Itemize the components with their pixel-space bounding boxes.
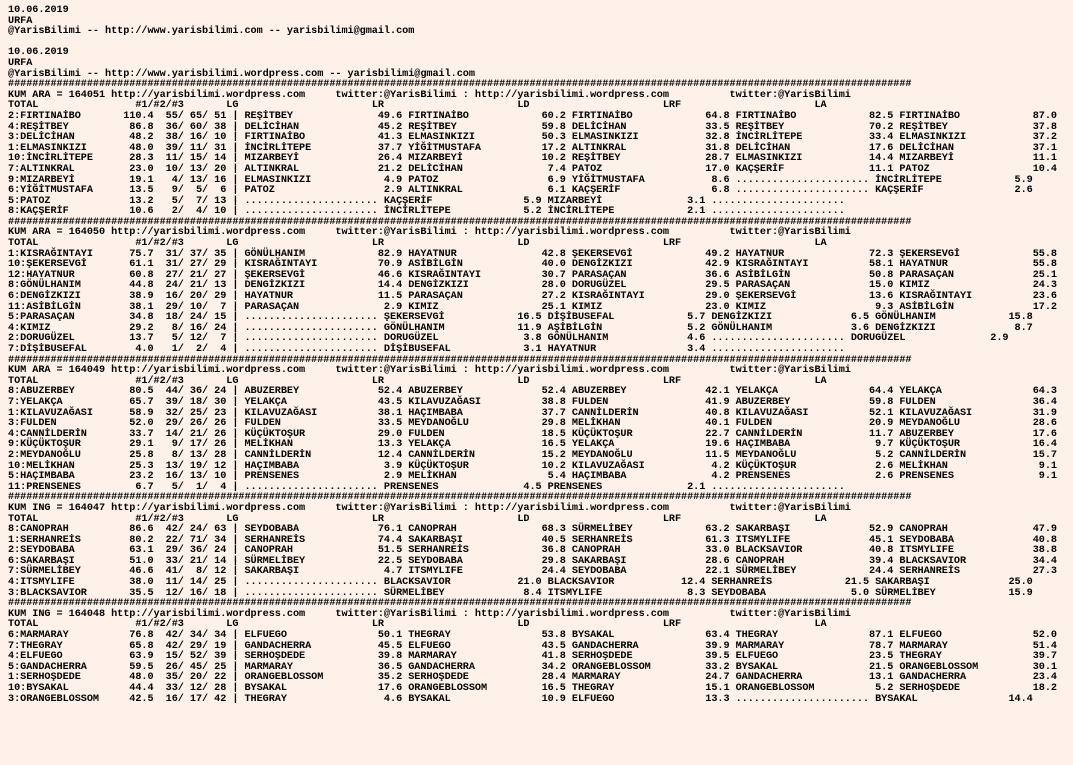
total-label: TOTAL bbox=[8, 100, 39, 112]
table-row: 1:SERHOŞDEDE 48.0 35/ 20/ 22 | ORANGEBLOSSOM 35.2 SERHOŞDEDE 28.4 MARMARAY 24.7 GANDACHERRA 13.1 GANDACHERRA 23.4 bbox=[8, 672, 1057, 684]
table-row: 4:REŞİTBEY 86.8 36/ 60/ 38 | DELİCİHAN 45.2 REŞİTBEY 59.8 DELİCİHAN 33.5 REŞİTBEY 70.2 REŞİTBEY 37.8 bbox=[8, 121, 1057, 133]
table-row: 4:ELFUEGO 63.9 15/ 52/ 39 | SERHOŞDEDE 39.8 MARMARAY 41.8 SERHOŞDEDE 39.5 ELFUEGO 23.5 THEGRAY 39.7 bbox=[8, 651, 1057, 663]
table-row: 2:DORUGÜZEL 13.7 5/ 12/ 7 | ...................... DORUGÜZEL 3.8 GÖNÜLHANIM 4.6 ...................... DORUGÜZEL 2.9 bbox=[8, 333, 1009, 345]
table-row: 3:BLACKSAVIOR 35.5 12/ 16/ 18 | ...................... SÜRMELİBEY 8.4 ITSMYLIFE 8.3 SEYDOBABA 5.0 SÜRMELİBEY 15.9 bbox=[8, 587, 1033, 599]
column-header: #1/#2/#3 LG LR LD LRF LA bbox=[38, 375, 827, 387]
table-row: 8:ABUZERBEY 80.5 44/ 36/ 24 | ABUZERBEY 52.4 ABUZERBEY 52.4 ABUZERBEY 42.1 YELAKÇA 64.4 YELAKÇA 64.3 bbox=[8, 386, 1057, 398]
total-label: TOTAL bbox=[8, 513, 39, 525]
block-separator: ##################################################################################################################################################### bbox=[8, 598, 912, 610]
table-row: 3:FULDEN 52.0 29/ 26/ 26 | FULDEN 33.5 MEYDANOĞLU 29.8 MELİKHAN 40.1 FULDEN 20.9 MEYDANOĞLU 28.6 bbox=[8, 418, 1057, 430]
column-header: #1/#2/#3 LG LR LD LRF LA bbox=[38, 619, 827, 631]
block-separator: ##################################################################################################################################################### bbox=[8, 79, 912, 91]
race-block-title: KUM ING = 164047 http://yarisbilimi.wordpress.com twitter:@YarisBilimi : http://yarisbilimi.wordpress.com twitter:@YarisBilimi bbox=[8, 502, 851, 514]
table-row: 2:SEYDOBABA 63.1 29/ 36/ 24 | CANOPRAH 51.5 SERHANREİS 36.8 CANOPRAH 33.0 BLACKSAVIOR 40.8 ITSMYLIFE 38.8 bbox=[8, 545, 1057, 557]
header-contact-2: @YarisBilimi -- http://www.yarisbilimi.wordpress.com -- yarisbilimi@gmail.com bbox=[8, 68, 475, 80]
table-row: 6:SAKARBAŞI 51.0 33/ 21/ 14 | SÜRMELİBEY 22.5 SEYDOBABA 29.8 SAKARBAŞI 28.6 CANOPRAH 39.4 BLACKSAVIOR 34.4 bbox=[8, 555, 1057, 567]
race-block-title: KUM ARA = 164049 http://yarisbilimi.wordpress.com twitter:@YarisBilimi : http://yarisbilimi.wordpress.com twitter:@YarisBilimi bbox=[8, 365, 851, 377]
total-label: TOTAL bbox=[8, 238, 39, 250]
table-row: 7:THEGRAY 65.8 42/ 29/ 19 | GANDACHERRA 45.5 ELFUEGO 43.5 GANDACHERRA 39.9 MARMARAY 78.7 MARMARAY 51.4 bbox=[8, 640, 1057, 652]
column-header: #1/#2/#3 LG LR LD LRF LA bbox=[38, 100, 827, 112]
table-row: 8:GÖNÜLHANIM 44.8 24/ 21/ 13 | DENGİZKIZI 14.4 DENGİZKIZI 28.0 DORUGÜZEL 29.5 PARASAÇAN 15.0 KIMIZ 24.3 bbox=[8, 280, 1057, 292]
table-row: 7:SÜRMELİBEY 46.6 41/ 8/ 12 | SAKARBAŞI 4.7 ITSMYLIFE 24.4 SEYDOBABA 22.1 SÜRMELİBEY 24.4 SERHANREİS 27.3 bbox=[8, 566, 1057, 578]
table-row: 10:ŞEKERSEVGİ 61.1 31/ 27/ 29 | KISRAĞINTAYI 70.9 ASİBİLGİN 40.0 DENGİZKIZI 42.9 KISRAĞINTAYI 58.1 HAYATNUR 55.8 bbox=[8, 259, 1057, 271]
table-row: 1:KILAVUZAĞASI 58.9 32/ 25/ 23 | KILAVUZAĞASI 38.1 HAÇIMBABA 37.7 CANNİLDERİN 40.8 KILAVUZAĞASI 52.1 KILAVUZAĞASI 31.9 bbox=[8, 407, 1057, 419]
table-row: 5:PATOZ 13.2 5/ 7/ 13 | ...................... KAÇŞERİF 5.9 MIZARBEYİ 3.1 ...................... bbox=[8, 195, 845, 207]
race-block-title: KUM ING = 164048 http://yarisbilimi.wordpress.com twitter:@YarisBilimi : http://yarisbilimi.wordpress.com twitter:@YarisBilimi bbox=[8, 608, 851, 620]
table-row: 3:ORANGEBLOSSOM 42.5 16/ 17/ 42 | THEGRAY 4.6 BYSAKAL 10.9 ELFUEGO 13.3 ...................... BYSAKAL 14.4 bbox=[8, 693, 1033, 705]
race-block-title: KUM ARA = 164051 http://yarisbilimi.wordpress.com twitter:@YarisBilimi : http://yarisbilimi.wordpress.com twitter:@YarisBilimi bbox=[8, 89, 851, 101]
table-row: 9:KÜÇÜKTOŞUR 29.1 9/ 17/ 26 | MELİKHAN 13.3 YELAKÇA 16.5 YELAKÇA 19.6 HAÇIMBABA 9.7 KÜÇÜKTOŞUR 16.4 bbox=[8, 439, 1057, 451]
table-row: 11:PRENSENES 6.7 5/ 1/ 4 | ...................... PRENSENES 4.5 PRENSENES 2.1 ...................... bbox=[8, 481, 845, 493]
header-date-2: 10.06.2019 bbox=[8, 47, 69, 59]
table-row: 8:KAÇŞERİF 10.6 2/ 4/ 10 | ...................... İNCİRLİTEPE 5.2 İNCİRLİTEPE 2.1 ...................... bbox=[8, 206, 845, 218]
table-row: 9:MIZARBEYİ 19.1 4/ 13/ 16 | ELMASINKIZI 4.9 PATOZ 6.9 YİĞİTMUSTAFA 8.6 ...................... İNCİRLİTEPE 5.9 bbox=[8, 174, 1033, 186]
table-row: 4:ITSMYLIFE 38.0 11/ 14/ 25 | ...................... BLACKSAVIOR 21.0 BLACKSAVIOR 12.4 SERHANREİS 21.5 SAKARBAŞI 25.0 bbox=[8, 577, 1033, 589]
total-label: TOTAL bbox=[8, 375, 39, 387]
table-row: 10:MELİKHAN 25.3 13/ 19/ 12 | HAÇIMBABA 3.9 KÜÇÜKTOŞUR 10.2 KILAVUZAĞASI 4.2 KÜÇÜKTOŞUR 2.6 MELİKHAN 9.1 bbox=[8, 460, 1057, 472]
table-row: 6:MARMARAY 76.8 42/ 34/ 34 | ELFUEGO 50.1 THEGRAY 53.8 BYSAKAL 63.4 THEGRAY 87.1 ELFUEGO 52.0 bbox=[8, 630, 1057, 642]
header-city-2: URFA bbox=[8, 57, 33, 69]
table-row: 4:KIMIZ 29.2 8/ 16/ 24 | ...................... GÖNÜLHANIM 11.9 AŞİBİLGİN 5.2 GÖNÜLHANIM 3.6 DENGİZKIZI 8.7 bbox=[8, 322, 1033, 334]
table-row: 6:DENGİZKIZI 38.9 16/ 20/ 29 | HAYATNUR 11.5 PARASAÇAN 27.2 KISRAĞINTAYI 29.0 ŞEKERSEVGİ 13.6 KISRAĞINTAYI 23.6 bbox=[8, 291, 1057, 303]
table-row: 8:CANOPRAH 86.6 42/ 24/ 63 | SEYDOBABA 76.1 CANOPRAH 68.3 SÜRMELİBEY 63.2 SAKARBAŞI 52.9 CANOPRAH 47.9 bbox=[8, 524, 1057, 536]
table-row: 7:DİŞİBUSEFAL 4.0 1/ 2/ 4 | ...................... DİŞİBUSEFAL 3.1 HAYATNUR 3.4 ...................... bbox=[8, 344, 845, 355]
table-row: 10:İNCİRLİTEPE 28.3 11/ 15/ 14 | MIZARBEYİ 26.4 MIZARBEYİ 10.2 REŞİTBEY 28.7 ELMASINKIZI 14.4 MIZARBEYİ 11.1 bbox=[8, 153, 1057, 165]
block-separator: ##################################################################################################################################################### bbox=[8, 354, 912, 366]
total-label: TOTAL bbox=[8, 619, 39, 631]
table-row: 10:BYSAKAL 44.4 33/ 12/ 28 | BYSAKAL 17.6 ORANGEBLOSSOM 16.5 THEGRAY 15.1 ORANGEBLOSSOM 5.2 SERHOŞDEDE 18.2 bbox=[8, 683, 1057, 694]
block-separator: ##################################################################################################################################################### bbox=[8, 216, 912, 228]
table-row: 1:KISRAĞINTAYI 75.7 31/ 37/ 35 | GÖNÜLHANIM 82.9 HAYATNUR 42.8 ŞEKERSEVGİ 49.2 HAYATNUR 72.3 ŞEKERSEVGİ 55.8 bbox=[8, 248, 1057, 260]
table-row: 7:YELAKÇA 65.7 39/ 18/ 30 | YELAKÇA 43.5 KILAVUZAĞASI 38.8 FULDEN 41.9 ABUZERBEY 59.8 FULDEN 36.4 bbox=[8, 396, 1057, 408]
table-row: 3:DELİCİHAN 48.2 38/ 16/ 10 | FIRTINAİBO 41.3 ELMASINKIZI 50.3 ELMASINKIZI 32.8 İNCİRLİTEPE 33.4 ELMASINKIZI 37.2 bbox=[8, 132, 1057, 144]
table-row: 5:HAÇIMBABA 23.2 16/ 13/ 10 | PRENSENES 2.9 MELİKHAN 5.4 HAÇIMBABA 4.2 PRENSENES 2.6 PRENSENES 9.1 bbox=[8, 471, 1057, 483]
table-row: 11:ASİBİLGİN 38.1 29/ 10/ 7 | PARASAÇAN 2.9 KIMIZ 25.1 KIMIZ 23.0 KIMIZ 9.3 ASİBİLGİN 17.2 bbox=[8, 301, 1057, 313]
table-row: 6:YİĞİTMUSTAFA 13.5 9/ 5/ 6 | PATOZ 2.9 ALTINKRAL 6.1 KAÇŞERİF 6.8 ...................... KAÇŞERİF 2.6 bbox=[8, 185, 1033, 197]
table-row: 1:SERHANREİS 80.2 22/ 71/ 34 | SERHANREİS 74.4 SAKARBAŞI 40.5 SERHANREİS 61.3 ITSMYLIFE 45.1 SEYDOBABA 40.8 bbox=[8, 534, 1057, 546]
header-city-1: URFA bbox=[8, 15, 33, 27]
race-block-title: KUM ARA = 164050 http://yarisbilimi.wordpress.com twitter:@YarisBilimi : http://yarisbilimi.wordpress.com twitter:@YarisBilimi bbox=[8, 227, 851, 239]
header-date-1: 10.06.2019 bbox=[8, 5, 69, 16]
table-row: 1:ELMASINKIZI 48.0 39/ 11/ 31 | İNCİRLİTEPE 37.7 YİĞİTMUSTAFA 17.2 ALTINKRAL 31.8 DELİCİHAN 17.6 DELİCİHAN 37.1 bbox=[8, 142, 1057, 154]
block-separator: ##################################################################################################################################################### bbox=[8, 492, 912, 504]
column-header: #1/#2/#3 LG LR LD LRF LA bbox=[38, 513, 827, 525]
table-row: 7:ALTINKRAL 23.0 10/ 13/ 20 | ALTINKRAL 21.2 DELİCİHAN 7.4 PATOZ 17.0 KAÇŞERİF 11.1 PATOZ 10.4 bbox=[8, 163, 1057, 175]
table-row: 5:GANDACHERRA 59.5 26/ 45/ 25 | MARMARAY 36.5 GANDACHERRA 34.2 ORANGEBLOSSOM 33.2 BYSAKAL 21.5 ORANGEBLOSSOM 30.1 bbox=[8, 661, 1057, 673]
table-row: 2:FIRTINAİBO 110.4 55/ 65/ 51 | REŞİTBEY 49.6 FIRTINAİBO 60.2 FIRTINAİBO 64.8 FIRTINAİBO 82.5 FIRTINAİBO 87.0 bbox=[8, 110, 1057, 122]
table-row: 5:PARASAÇAN 34.8 18/ 24/ 15 | ...................... ŞEKERSEVGİ 16.5 DİŞİBUSEFAL 5.7 DENGİZKIZI 6.5 GÖNÜLHANIM 15.8 bbox=[8, 312, 1033, 324]
column-header: #1/#2/#3 LG LR LD LRF LA bbox=[38, 238, 827, 250]
table-row: 2:MEYDANOĞLU 25.8 8/ 13/ 28 | CANNİLDERİN 12.4 CANNİLDERİN 15.2 MEYDANOĞLU 11.5 MEYDANOĞLU 5.2 CANNİLDERİN 15.7 bbox=[8, 449, 1057, 461]
table-row: 12:HAYATNUR 60.8 27/ 21/ 27 | ŞEKERSEVGİ 46.6 KISRAĞINTAYI 30.7 PARASAÇAN 36.6 ASİBİLGİN 50.8 PARASAÇAN 25.1 bbox=[8, 269, 1057, 281]
table-row: 4:CANNİLDERİN 33.7 14/ 21/ 26 | KÜÇÜKTOŞUR 29.0 FULDEN 18.5 KÜÇÜKTOŞUR 22.7 CANNİLDERİN 11.7 ABUZERBEY 17.6 bbox=[8, 428, 1057, 440]
header-contact-1: @YarisBilimi -- http://www.yarisbilimi.com -- yarisbilimi@gmail.com bbox=[8, 26, 415, 38]
